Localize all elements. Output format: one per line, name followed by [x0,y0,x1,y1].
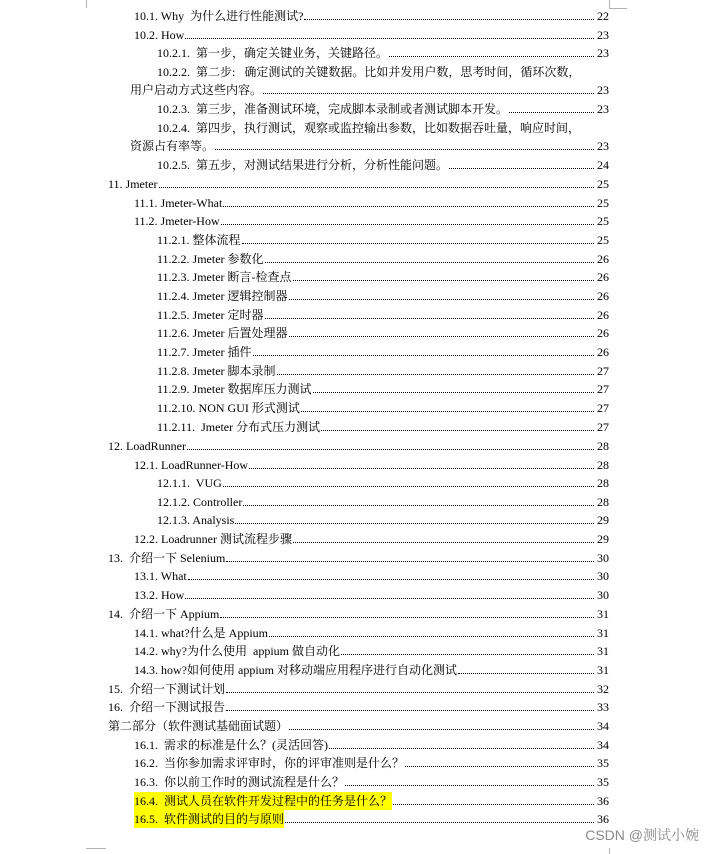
toc-entry-label: 14.3. how?如何使用 appium 对移动端应用程序进行自动化测试 [134,663,457,677]
toc-entry-page-number: 29 [597,513,609,527]
toc-entry-page-number: 23 [597,102,609,116]
toc-entry-page-number: 33 [597,700,609,714]
toc-entry-page-number: 30 [597,551,609,565]
dot-leader [285,810,594,823]
dot-leader [253,343,594,356]
toc-entry-page-number: 27 [597,401,609,415]
toc-entry-page-number: 31 [597,663,609,677]
toc-entry-label: 11. Jmeter [108,177,158,191]
dot-leader [405,754,594,767]
toc-entry-page-number: 23 [597,139,609,153]
toc-entry-page-number: 27 [597,364,609,378]
toc-entry-label: 15. 介绍一下测试计划 [108,682,226,696]
dot-leader [449,156,594,169]
toc-entry-label: 11.2.3. Jmeter 断言-检查点 [157,270,292,284]
toc-entry-page-number: 22 [597,9,609,23]
toc-entry-label: 10.2.3. 第三步，准备测试环境，完成脚本录制或者测试脚本开发。 [157,102,509,116]
dot-leader [509,100,594,113]
toc-entry-label: 12. LoadRunner [108,439,186,453]
toc-entry-page-number: 24 [597,158,609,172]
dot-leader [289,287,594,300]
dot-leader [301,399,594,412]
toc-entry-page-number: 28 [597,495,609,509]
dot-leader [277,362,594,375]
toc-entry-page-number: 26 [597,308,609,322]
toc-entry-label: 11.2.7. Jmeter 插件 [157,345,252,359]
toc-entry-label: 11.2.1. 整体流程 [157,233,241,247]
toc-entry-page-number: 25 [597,233,609,247]
toc-entry-label: 13.2. How [134,588,185,602]
dot-leader [313,380,594,393]
toc-entry-label: 16. 介绍一下测试报告 [108,700,226,714]
toc-entry-page-number: 26 [597,270,609,284]
dot-leader [159,175,594,188]
dot-leader [345,773,594,786]
toc-entry-page-number: 26 [597,326,609,340]
toc-entry-page-number: 36 [597,812,609,826]
dot-leader [242,231,594,244]
toc-entry-page-number: 26 [597,252,609,266]
dot-leader [187,437,594,450]
toc-entry-label: 11.1. Jmeter-What [134,196,223,210]
toc-entry-page-number: 31 [597,607,609,621]
dot-leader [293,530,594,543]
dot-leader [458,661,594,674]
dot-leader [235,511,594,524]
toc-entry-page-number: 27 [597,382,609,396]
toc-entry-label: 第二部分（软件测试基础面试题） [108,719,289,733]
toc-entry-label: 11.2.11. Jmeter 分布式压力测试 [157,420,321,434]
toc-entry-label: 10.2.1. 第一步，确定关键业务，关键路径。 [157,46,389,60]
dot-leader [220,605,594,618]
toc-entry-page-number: 31 [597,626,609,640]
toc-entry-label: 12.2. Loadrunner 测试流程步骤 [134,532,292,546]
toc-entry-label: 14.1. what?什么是 Appium [134,626,268,640]
toc-entry-page-number: 28 [597,458,609,472]
dot-leader [226,698,594,711]
toc-entry-label: 10.2.2. 第二步: 确定测试的关键数据。比如并发用户数，思考时间，循环次数， [157,65,581,79]
toc-entry-page-number: 35 [597,775,609,789]
dot-leader [221,212,594,225]
toc-entry-page-number: 36 [597,794,609,808]
dot-leader [393,792,594,805]
toc-entry-label: 12.1.3. Analysis [157,513,235,527]
dot-leader [389,44,594,57]
dot-leader [321,418,594,431]
toc-entry-page-number: 23 [597,83,609,97]
toc-entry-page-number: 34 [597,738,609,752]
toc-entry-label: 11.2.10. NON GUI 形式测试 [157,401,300,415]
toc-entry-page-number: 23 [597,28,609,42]
toc-entry-page-number: 27 [597,420,609,434]
toc-entry-label: 11.2.9. Jmeter 数据库压力测试 [157,382,312,396]
toc-entry-label: 13. 介绍一下 Selenium [108,551,226,565]
dot-leader [265,306,594,319]
dot-leader [249,456,594,469]
toc-entry-page-number: 23 [597,46,609,60]
toc-entry-label: 11.2.6. Jmeter 后置处理器 [157,326,288,340]
dot-leader [215,137,594,150]
dot-leader [293,268,594,281]
toc-entry-label: 14. 介绍一下 Appium [108,607,220,621]
toc-entry-label: 16.1. 需求的标准是什么？(灵活回答) [134,738,328,752]
dot-leader [223,474,594,487]
toc-entry-page-number: 25 [597,196,609,210]
toc-entry-label: 10.2. How [134,28,185,42]
toc-entry-page-number: 26 [597,289,609,303]
dot-leader [243,493,594,506]
dot-leader [223,194,594,207]
toc-entry-page-number: 34 [597,719,609,733]
toc-entry-label-continued: 用户启动方式这些内容。 [130,83,263,97]
dot-leader [265,250,594,263]
dot-leader [226,549,594,562]
dot-leader [269,624,594,637]
dot-leader [341,642,594,655]
toc-entry-page-number: 30 [597,569,609,583]
toc-entry-label: 13.1. What [134,569,187,583]
toc-entry-label-highlighted: 16.5. 软件测试的目的与原则 [134,812,285,826]
toc-entry-page-number: 35 [597,756,609,770]
toc-entry-label: 12.1.2. Controller [157,495,243,509]
toc-entry-label: 11.2.5. Jmeter 定时器 [157,308,264,322]
toc-entry-page-number: 26 [597,345,609,359]
watermark: CSDN @测试小婉 [585,827,699,843]
dot-leader [289,717,594,730]
toc-entry-label-continued: 资源占有率等。 [130,139,215,153]
toc-entry-page-number: 29 [597,532,609,546]
dot-leader [329,736,594,749]
toc-entry-label: 11.2. Jmeter-How [134,214,220,228]
toc-entry-label: 16.2. 当你参加需求评审时，你的评审准则是什么？ [134,756,405,770]
toc-entry-page-number: 32 [597,682,609,696]
dot-leader [304,7,594,20]
toc-entry-label: 10.1. Why 为什么进行性能测试? [134,9,304,23]
toc-entry-label: 14.2. why?为什么使用 appium 做自动化 [134,644,340,658]
toc-entry-label: 10.2.5. 第五步，对测试结果进行分析，分析性能问题。 [157,158,449,172]
toc-entry-page-number: 31 [597,644,609,658]
toc-entry-label: 12.1.1. VUG [157,476,222,490]
dot-leader [188,567,594,580]
dot-leader [263,81,594,94]
dot-leader [226,680,594,693]
toc-entry-page-number: 28 [597,476,609,490]
dot-leader [289,324,594,337]
toc-entry-label: 12.1. LoadRunner-How [134,458,249,472]
toc-entry-page-number: 25 [597,177,609,191]
toc-entry-label: 16.3. 你以前工作时的测试流程是什么？ [134,775,345,789]
toc-entry-label: 11.2.8. Jmeter 脚本录制 [157,364,276,378]
toc-entry-label: 10.2.4. 第四步，执行测试，观察或监控输出参数，比如数据吞吐量，响应时间， [157,121,581,135]
toc-entry-label: 11.2.2. Jmeter 参数化 [157,252,264,266]
dot-leader [185,586,594,599]
toc-entry-label: 11.2.4. Jmeter 逻辑控制器 [157,289,288,303]
toc-entry-label-highlighted: 16.4. 测试人员在软件开发过程中的任务是什么？ [134,794,393,808]
dot-leader [185,26,594,39]
toc-entry-page-number: 28 [597,439,609,453]
toc-entry-page-number: 30 [597,588,609,602]
toc-entry-page-number: 25 [597,214,609,228]
